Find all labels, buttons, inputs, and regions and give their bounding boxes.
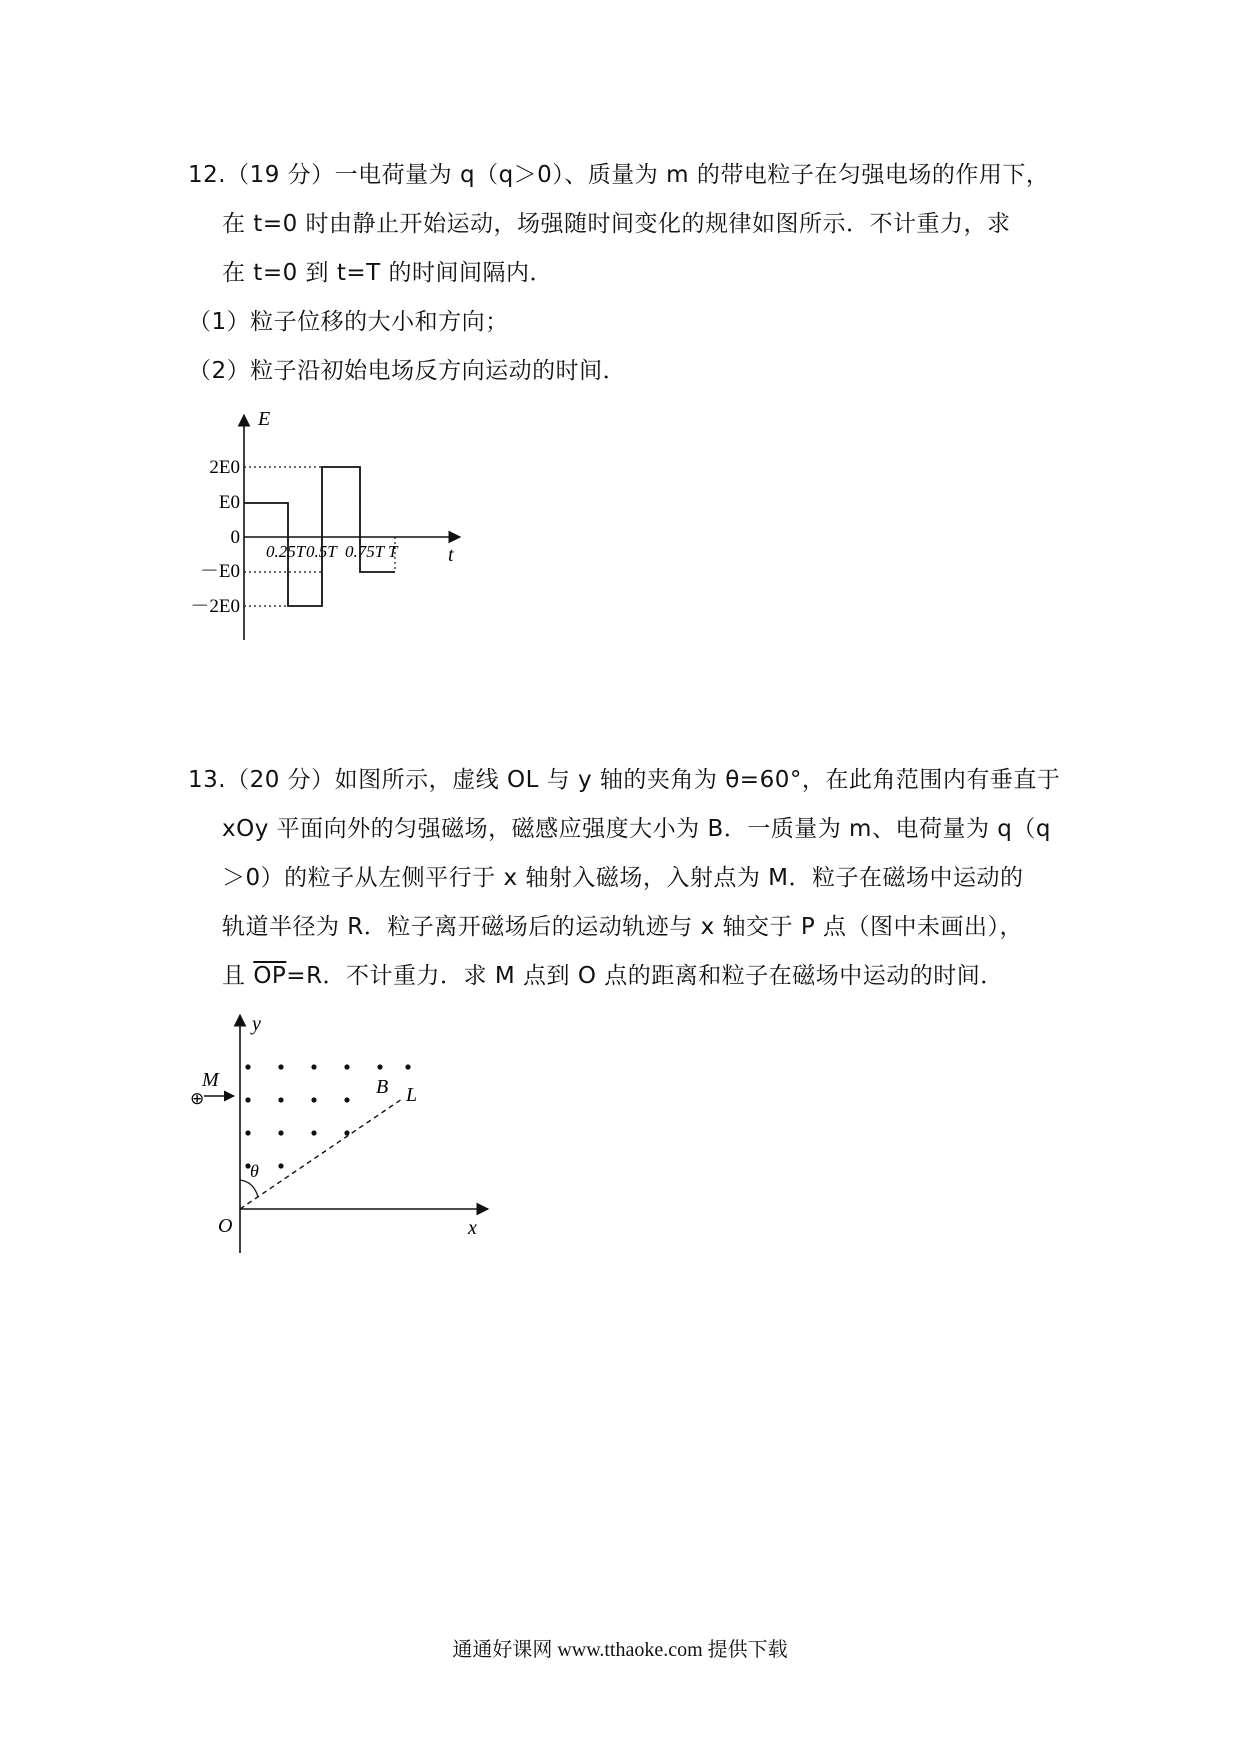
op-segment: $\overline{OP}$ [253,963,287,989]
origin-label: O [218,1215,233,1237]
q12-e-t-graph [180,405,470,645]
field-label-b: B [376,1076,389,1098]
tick-e0: E0 [218,492,240,513]
theta-label: θ [250,1161,259,1181]
x-axis-label: x [468,1217,477,1239]
particle-icon: ⊕ [190,1089,205,1108]
e-axis-label: E [258,408,271,430]
tick-0: 0 [230,527,240,548]
q12-stem-line-2: 在 t=0 时由静止开始运动，场强随时间变化的规律如图所示．不计重力，求 [222,211,1011,237]
tick-t: T [388,542,398,561]
tick-075t: 0.75T [345,542,385,561]
theta-arc [240,1180,258,1197]
footer-source: 通通好课网 www.tthaoke.com 提供下载 [452,1639,788,1661]
tick-2e0: 2E0 [209,457,240,478]
y-axis-label: y [252,1013,261,1035]
q13-magnetic-field-diagram [180,1010,500,1260]
q13-stem-line-4: 轨道半径为 R．粒子离开磁场后的运动轨迹与 x 轴交于 P 点（图中未画出）， [222,914,1024,940]
tick-025t: 0.25T [266,542,306,561]
q12-part-1: （1）粒子位移的大小和方向； [188,309,509,335]
entry-label-m: M [202,1069,219,1091]
boundary-line-ol [240,1099,402,1209]
q12-stem-line-3: 在 t=0 到 t=T 的时间间隔内． [222,260,554,286]
q13-stem-line-5 [222,961,1004,991]
q13-stem-line-1: 13.（20 分）如图所示，虚线 OL 与 y 轴的夹角为 θ=60°，在此角范围内有垂直于 [188,767,1061,793]
t-axis-label: t [448,544,454,566]
tick-05t: 0.5T [306,542,337,561]
tick-neg-e0: －E0 [199,561,240,582]
q13-line5-suffix: =R．不计重力．求 M 点到 O 点的距离和粒子在磁场中运动的时间． [286,963,1004,989]
tick-neg-2e0: －2E0 [190,596,240,617]
q13-stem-line-3: ＞0）的粒子从左侧平行于 x 轴射入磁场，入射点为 M．粒子在磁场中运动的 [222,865,1024,891]
q13-line5-prefix: 且 [222,963,254,989]
q13-stem-line-2: xOy 平面向外的匀强磁场，磁感应强度大小为 B．一质量为 m、电荷量为 q（q [222,816,1051,842]
q12-part-2: （2）粒子沿初始电场反方向运动的时间． [188,358,627,384]
q12-stem-line-1: 12.（19 分）一电荷量为 q（q＞0）、质量为 m 的带电粒子在匀强电场的作用下， [188,162,1050,188]
line-label-l: L [406,1084,418,1106]
